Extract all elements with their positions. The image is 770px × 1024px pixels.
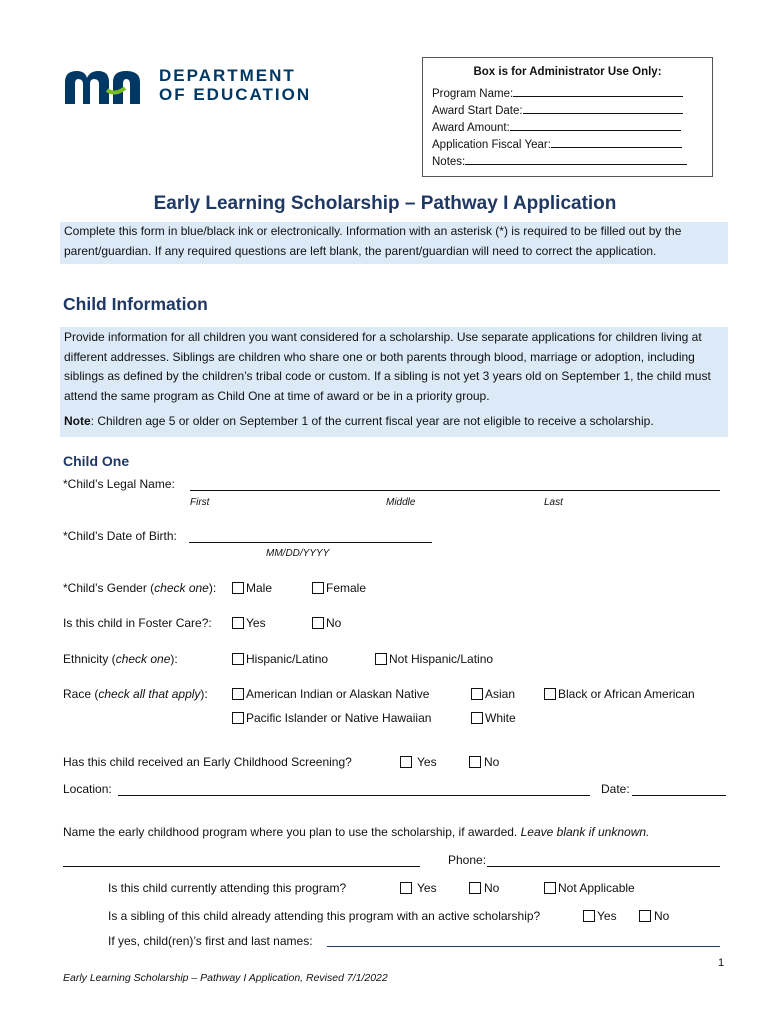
foster-no-label: No: [326, 616, 342, 630]
logo-text-education: OF EDUCATION: [159, 85, 312, 104]
sibling-yes-checkbox[interactable]: [583, 910, 595, 922]
admin-box-title: Box is for Administrator Use Only:: [473, 66, 662, 78]
date-label: Date:: [601, 782, 630, 796]
race-asian-checkbox[interactable]: [471, 688, 483, 700]
screening-no-checkbox[interactable]: [469, 756, 481, 768]
hispanic-label: Hispanic/Latino: [246, 652, 329, 666]
race-pacific-islander-label: Pacific Islander or Native Hawaiian: [246, 711, 432, 725]
foster-care-label: Is this child in Foster Care?:: [63, 616, 212, 630]
first-name-caption: First: [190, 497, 210, 508]
award-amount-label: Award Amount:: [432, 122, 510, 134]
sibling-no-checkbox[interactable]: [639, 910, 651, 922]
ethnicity-label: Ethnicity (check one):: [63, 652, 178, 666]
dob-field[interactable]: [189, 542, 432, 543]
race-asian-label: Asian: [485, 687, 516, 701]
attending-no-label: No: [484, 881, 500, 895]
location-field[interactable]: [118, 795, 590, 796]
female-checkbox[interactable]: [312, 582, 324, 594]
not-hispanic-label: Not Hispanic/Latino: [389, 652, 494, 666]
foster-yes-checkbox[interactable]: [232, 617, 244, 629]
legal-name-label: *Child’s Legal Name:: [63, 477, 175, 491]
admin-use-box: [422, 57, 713, 177]
sibling-names-label: If yes, child(ren)’s first and last names:: [108, 934, 313, 948]
program-name-label: Program Name:: [432, 88, 514, 100]
sibling-yes-label: Yes: [597, 909, 617, 923]
screening-yes-label: Yes: [417, 755, 437, 769]
last-name-caption: Last: [544, 497, 563, 508]
notes-label: Notes:: [432, 156, 466, 168]
location-label: Location:: [63, 782, 112, 796]
program-name-input[interactable]: [63, 866, 420, 867]
female-label: Female: [326, 581, 367, 595]
award-start-label: Award Start Date:: [432, 105, 523, 117]
male-checkbox[interactable]: [232, 582, 244, 594]
page-number: 1: [718, 957, 725, 969]
logo-text-department: DEPARTMENT: [159, 66, 296, 85]
dob-label: *Child’s Date of Birth:: [63, 529, 177, 543]
child-info-paragraph: Provide information for all children you want considered for a scholarship. Use separate applications for children living at different addresses. Siblings are children who share one or both parents through blood, marriage or adoption, including siblings as defined by the children’s tribal code or custom. If a sibling is not yet 3 years old on September 1, the child must attend the same program as Child One at time of award or be in a priority group.: [64, 330, 711, 403]
screening-yes-checkbox[interactable]: [400, 756, 412, 768]
fiscal-year-field[interactable]: [551, 136, 682, 148]
gender-label: *Child’s Gender (check one):: [63, 581, 217, 595]
race-american-indian-checkbox[interactable]: [232, 688, 244, 700]
program-name-field[interactable]: [513, 85, 683, 97]
attending-yes-label: Yes: [417, 881, 437, 895]
hispanic-checkbox[interactable]: [232, 653, 244, 665]
mde-logo: [63, 66, 338, 108]
notes-field[interactable]: [465, 153, 687, 165]
child-information-heading: Child Information: [63, 294, 208, 314]
note-label: Note: [64, 414, 91, 429]
footer-text: Early Learning Scholarship – Pathway I Application, Revised 7/1/2022: [63, 972, 388, 984]
date-field[interactable]: [632, 795, 726, 796]
attending-na-checkbox[interactable]: [544, 882, 556, 894]
fiscal-year-label: Application Fiscal Year:: [432, 139, 551, 151]
middle-name-caption: Middle: [386, 497, 416, 508]
male-label: Male: [246, 581, 273, 595]
legal-name-field[interactable]: [190, 490, 720, 491]
attending-na-label: Not Applicable: [558, 881, 635, 895]
award-start-field[interactable]: [523, 102, 683, 114]
attending-no-checkbox[interactable]: [469, 882, 481, 894]
race-label: Race (check all that apply):: [63, 687, 208, 701]
phone-field[interactable]: [487, 866, 720, 867]
race-black-label: Black or African American: [558, 687, 695, 701]
child-info-note: [64, 412, 724, 432]
race-pacific-islander-checkbox[interactable]: [232, 712, 244, 724]
child-one-heading: Child One: [63, 453, 130, 469]
sibling-no-label: No: [654, 909, 670, 923]
award-amount-field[interactable]: [510, 119, 681, 131]
child-info-box: [60, 327, 728, 437]
intro-text: Complete this form in blue/black ink or electronically. Information with an asterisk (*) is required to be filled out by the parent/guardian. If any required questions are left blank, the parent/guardian will need to correct the application.: [60, 222, 728, 264]
dob-format-caption: MM/DD/YYYY: [266, 548, 330, 559]
race-american-indian-label: American Indian or Alaskan Native: [246, 687, 430, 701]
screening-question: Has this child received an Early Childhood Screening?: [63, 755, 352, 769]
foster-yes-label: Yes: [246, 616, 266, 630]
attending-question: Is this child currently attending this program?: [108, 881, 347, 895]
race-white-label: White: [485, 711, 516, 725]
not-hispanic-checkbox[interactable]: [375, 653, 387, 665]
program-question: Name the early childhood program where you plan to use the scholarship, if awarded. Leave blank if unknown.: [63, 825, 650, 839]
sibling-question: Is a sibling of this child already attending this program with an active scholarship?: [108, 909, 541, 923]
phone-label: Phone:: [448, 853, 487, 867]
sibling-names-field[interactable]: [327, 946, 720, 947]
screening-no-label: No: [484, 755, 500, 769]
race-black-checkbox[interactable]: [544, 688, 556, 700]
page-title: Early Learning Scholarship – Pathway I Application: [153, 193, 617, 214]
race-white-checkbox[interactable]: [471, 712, 483, 724]
attending-yes-checkbox[interactable]: [400, 882, 412, 894]
note-text: : Children age 5 or older on September 1 of the current fiscal year are not eligible to receive a scholarship.: [90, 414, 654, 429]
foster-no-checkbox[interactable]: [312, 617, 324, 629]
